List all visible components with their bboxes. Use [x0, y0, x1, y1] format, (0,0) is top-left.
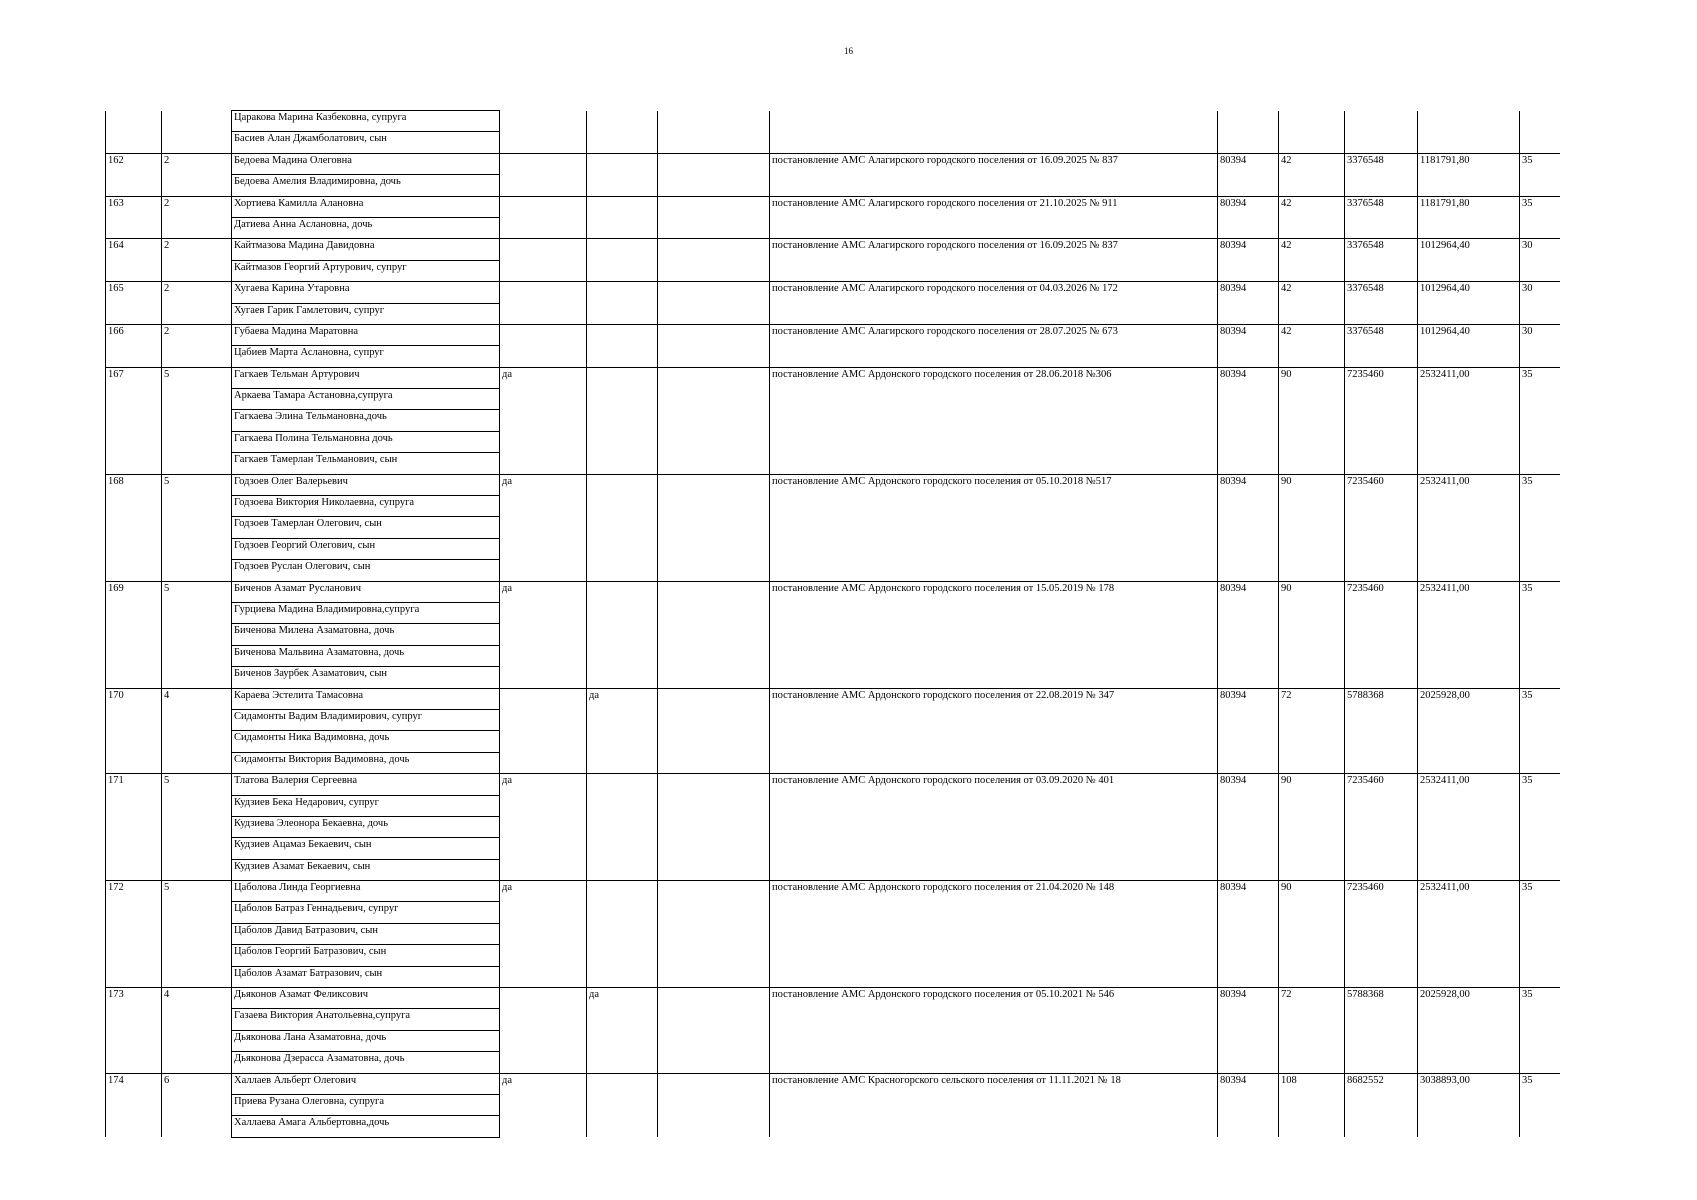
family-member: Годзоев Георгий Олегович, сын — [232, 538, 500, 559]
family-member: Биченова Милена Азаматовна, дочь — [232, 624, 500, 645]
record-number: 165 — [106, 282, 162, 325]
decision-document: постановление АМС Ардонского городского поселения от 21.04.2020 № 148 — [770, 881, 1218, 988]
decision-document: постановление АМС Алагирского городского поселения от 28.07.2025 № 673 — [770, 324, 1218, 367]
area — [1279, 111, 1345, 154]
flag-column-a — [500, 111, 587, 154]
empty-column — [658, 988, 770, 1074]
flag-column-a — [500, 153, 587, 196]
family-member: Хугаева Карина Утаровна — [232, 282, 500, 303]
family-member: Годзоева Виктория Николаевна, супруга — [232, 496, 500, 517]
table-row — [106, 988, 1560, 1009]
price-per-sqm: 80394 — [1218, 196, 1279, 239]
empty-column — [658, 474, 770, 581]
percent: 35 — [1520, 988, 1560, 1074]
empty-column — [658, 282, 770, 325]
flag-column-a: да — [500, 1073, 587, 1137]
family-member: Цабиев Марта Аслановна, супруг — [232, 346, 500, 367]
table-row — [106, 774, 1560, 795]
family-member: Губаева Мадина Маратовна — [232, 324, 500, 345]
record-number: 168 — [106, 474, 162, 581]
area: 42 — [1279, 324, 1345, 367]
table-row — [106, 688, 1560, 709]
family-member: Гурциева Мадина Владимировна,супруга — [232, 602, 500, 623]
area: 108 — [1279, 1073, 1345, 1137]
flag-column-b — [587, 239, 658, 282]
percent: 35 — [1520, 881, 1560, 988]
decision-document: постановление АМС Красногорского сельского поселения от 11.11.2021 № 18 — [770, 1073, 1218, 1137]
area: 90 — [1279, 774, 1345, 881]
area: 90 — [1279, 881, 1345, 988]
empty-column — [658, 196, 770, 239]
area: 72 — [1279, 988, 1345, 1074]
page-number: 16 — [844, 46, 853, 56]
payment-amount: 2532411,00 — [1418, 774, 1520, 881]
family-member: Кудзиева Элеонора Бекаевна, дочь — [232, 816, 500, 837]
empty-column — [658, 111, 770, 154]
flag-column-b — [587, 881, 658, 988]
family-member: Гагкаева Элина Тельмановна,дочь — [232, 410, 500, 431]
total-cost: 7235460 — [1345, 774, 1418, 881]
family-member: Газаева Виктория Анатольевна,супруга — [232, 1009, 500, 1030]
table-row — [106, 153, 1560, 174]
percent: 35 — [1520, 581, 1560, 688]
percent: 35 — [1520, 153, 1560, 196]
price-per-sqm: 80394 — [1218, 881, 1279, 988]
percent: 30 — [1520, 324, 1560, 367]
flag-column-a — [500, 688, 587, 774]
flag-column-b — [587, 1073, 658, 1137]
flag-column-a — [500, 239, 587, 282]
family-member: Кудзиев Бека Недарович, супруг — [232, 795, 500, 816]
decision-document: постановление АМС Алагирского городского поселения от 16.09.2025 № 837 — [770, 153, 1218, 196]
total-cost: 3376548 — [1345, 282, 1418, 325]
family-member: Бедоева Мадина Олеговна — [232, 153, 500, 174]
family-member: Сидамонты Вадим Владимирович, супруг — [232, 709, 500, 730]
total-cost: 3376548 — [1345, 324, 1418, 367]
flag-column-b — [587, 196, 658, 239]
table-row — [106, 111, 1560, 132]
family-member: Басиев Алан Джамболатович, сын — [232, 132, 500, 153]
flag-column-a — [500, 196, 587, 239]
family-member: Сидамонты Ника Вадимовна, дочь — [232, 731, 500, 752]
table-row — [106, 881, 1560, 902]
decision-document: постановление АМС Ардонского городского поселения от 15.05.2019 № 178 — [770, 581, 1218, 688]
record-number: 162 — [106, 153, 162, 196]
table-row — [106, 324, 1560, 345]
price-per-sqm: 80394 — [1218, 282, 1279, 325]
family-member: Приева Рузана Олеговна, супруга — [232, 1094, 500, 1115]
empty-column — [658, 239, 770, 282]
family-size: 5 — [162, 581, 232, 688]
price-per-sqm — [1218, 111, 1279, 154]
record-number: 164 — [106, 239, 162, 282]
registry-body — [106, 111, 1560, 1138]
decision-document — [770, 111, 1218, 154]
payment-amount: 2532411,00 — [1418, 581, 1520, 688]
flag-column-a — [500, 324, 587, 367]
total-cost: 8682552 — [1345, 1073, 1418, 1137]
record-number — [106, 111, 162, 154]
family-member: Датиева Анна Аслановна, дочь — [232, 217, 500, 238]
percent: 35 — [1520, 474, 1560, 581]
family-member: Бедоева Амелия Владимировна, дочь — [232, 175, 500, 196]
family-size — [162, 111, 232, 154]
family-member: Кайтмазов Георгий Артурович, супруг — [232, 260, 500, 281]
total-cost: 5788368 — [1345, 988, 1418, 1074]
family-member: Гагкаева Полина Тельмановна дочь — [232, 431, 500, 452]
flag-column-b — [587, 474, 658, 581]
family-size: 5 — [162, 367, 232, 474]
family-member: Цаболов Георгий Батразович, сын — [232, 945, 500, 966]
total-cost — [1345, 111, 1418, 154]
family-size: 5 — [162, 774, 232, 881]
family-size: 2 — [162, 196, 232, 239]
family-member: Биченов Заурбек Азаматович, сын — [232, 667, 500, 688]
percent: 30 — [1520, 282, 1560, 325]
family-size: 2 — [162, 282, 232, 325]
record-number: 173 — [106, 988, 162, 1074]
record-number: 167 — [106, 367, 162, 474]
decision-document: постановление АМС Алагирского городского поселения от 04.03.2026 № 172 — [770, 282, 1218, 325]
decision-document: постановление АМС Ардонского городского поселения от 05.10.2021 № 546 — [770, 988, 1218, 1074]
price-per-sqm: 80394 — [1218, 324, 1279, 367]
family-member: Халлаев Альберт Олегович — [232, 1073, 500, 1094]
percent: 35 — [1520, 367, 1560, 474]
record-number: 169 — [106, 581, 162, 688]
area: 42 — [1279, 153, 1345, 196]
empty-column — [658, 688, 770, 774]
decision-document: постановление АМС Алагирского городского поселения от 21.10.2025 № 911 — [770, 196, 1218, 239]
family-size: 4 — [162, 988, 232, 1074]
total-cost: 3376548 — [1345, 196, 1418, 239]
price-per-sqm: 80394 — [1218, 367, 1279, 474]
family-member: Халлаева Амага Альбертовна,дочь — [232, 1116, 500, 1137]
family-member: Цаболов Батраз Геннадьевич, супруг — [232, 902, 500, 923]
family-member: Годзоев Олег Валерьевич — [232, 474, 500, 495]
family-size: 5 — [162, 881, 232, 988]
area: 42 — [1279, 239, 1345, 282]
flag-column-b — [587, 367, 658, 474]
empty-column — [658, 367, 770, 474]
table-row — [106, 282, 1560, 303]
flag-column-a: да — [500, 881, 587, 988]
payment-amount: 1012964,40 — [1418, 324, 1520, 367]
family-member: Цаболов Азамат Батразович, сын — [232, 966, 500, 987]
record-number: 163 — [106, 196, 162, 239]
decision-document: постановление АМС Ардонского городского поселения от 22.08.2019 № 347 — [770, 688, 1218, 774]
registry-table — [105, 110, 1560, 1138]
family-member: Биченов Азамат Русланович — [232, 581, 500, 602]
percent: 35 — [1520, 688, 1560, 774]
flag-column-b — [587, 774, 658, 881]
family-member: Тлатова Валерия Сергеевна — [232, 774, 500, 795]
decision-document: постановление АМС Ардонского городского поселения от 05.10.2018 №517 — [770, 474, 1218, 581]
price-per-sqm: 80394 — [1218, 474, 1279, 581]
percent: 35 — [1520, 196, 1560, 239]
empty-column — [658, 324, 770, 367]
payment-amount: 2532411,00 — [1418, 474, 1520, 581]
family-member: Дьяконова Лана Азаматовна, дочь — [232, 1030, 500, 1051]
family-size: 4 — [162, 688, 232, 774]
family-member: Биченова Мальвина Азаматовна, дочь — [232, 645, 500, 666]
flag-column-b: да — [587, 988, 658, 1074]
decision-document: постановление АМС Ардонского городского поселения от 28.06.2018 №306 — [770, 367, 1218, 474]
payment-amount: 1181791,80 — [1418, 196, 1520, 239]
decision-document: постановление АМС Алагирского городского поселения от 16.09.2025 № 837 — [770, 239, 1218, 282]
payment-amount: 1181791,80 — [1418, 153, 1520, 196]
empty-column — [658, 774, 770, 881]
flag-column-a: да — [500, 474, 587, 581]
price-per-sqm: 80394 — [1218, 581, 1279, 688]
area: 42 — [1279, 196, 1345, 239]
flag-column-b — [587, 111, 658, 154]
family-size: 5 — [162, 474, 232, 581]
percent: 35 — [1520, 1073, 1560, 1137]
family-size: 2 — [162, 239, 232, 282]
flag-column-b — [587, 581, 658, 688]
flag-column-b — [587, 282, 658, 325]
total-cost: 7235460 — [1345, 581, 1418, 688]
flag-column-b — [587, 324, 658, 367]
flag-column-b — [587, 153, 658, 196]
empty-column — [658, 581, 770, 688]
table-row — [106, 581, 1560, 602]
table-row — [106, 367, 1560, 388]
area: 42 — [1279, 282, 1345, 325]
empty-column — [658, 881, 770, 988]
payment-amount: 1012964,40 — [1418, 239, 1520, 282]
flag-column-a: да — [500, 774, 587, 881]
family-member: Цаболова Линда Георгиевна — [232, 881, 500, 902]
flag-column-a: да — [500, 581, 587, 688]
total-cost: 7235460 — [1345, 367, 1418, 474]
flag-column-a — [500, 282, 587, 325]
payment-amount — [1418, 111, 1520, 154]
family-member: Хортиева Камилла Алановна — [232, 196, 500, 217]
percent — [1520, 111, 1560, 154]
payment-amount: 2532411,00 — [1418, 367, 1520, 474]
table-row — [106, 1073, 1560, 1094]
record-number: 171 — [106, 774, 162, 881]
table-row — [106, 474, 1560, 495]
percent: 30 — [1520, 239, 1560, 282]
table-row — [106, 196, 1560, 217]
table-row — [106, 239, 1560, 260]
total-cost: 7235460 — [1345, 881, 1418, 988]
area: 90 — [1279, 367, 1345, 474]
family-member: Гагкаев Тамерлан Тельманович, сын — [232, 453, 500, 474]
payment-amount: 1012964,40 — [1418, 282, 1520, 325]
record-number: 170 — [106, 688, 162, 774]
total-cost: 3376548 — [1345, 239, 1418, 282]
family-member: Хугаев Гарик Гамлетович, супруг — [232, 303, 500, 324]
family-member: Дьяконов Азамат Феликсович — [232, 988, 500, 1009]
family-member: Годзоев Тамерлан Олегович, сын — [232, 517, 500, 538]
total-cost: 7235460 — [1345, 474, 1418, 581]
family-member: Царакова Марина Казбековна, супруга — [232, 111, 500, 132]
record-number: 166 — [106, 324, 162, 367]
area: 90 — [1279, 581, 1345, 688]
flag-column-a — [500, 988, 587, 1074]
family-member: Сидамонты Виктория Вадимовна, дочь — [232, 752, 500, 773]
decision-document: постановление АМС Ардонского городского поселения от 03.09.2020 № 401 — [770, 774, 1218, 881]
price-per-sqm: 80394 — [1218, 1073, 1279, 1137]
family-member: Аркаева Тамара Астановна,супруга — [232, 389, 500, 410]
total-cost: 5788368 — [1345, 688, 1418, 774]
family-size: 2 — [162, 324, 232, 367]
payment-amount: 2025928,00 — [1418, 988, 1520, 1074]
price-per-sqm: 80394 — [1218, 153, 1279, 196]
payment-amount: 2532411,00 — [1418, 881, 1520, 988]
price-per-sqm: 80394 — [1218, 239, 1279, 282]
area: 90 — [1279, 474, 1345, 581]
price-per-sqm: 80394 — [1218, 774, 1279, 881]
flag-column-b: да — [587, 688, 658, 774]
area: 72 — [1279, 688, 1345, 774]
price-per-sqm: 80394 — [1218, 688, 1279, 774]
family-member: Кайтмазова Мадина Давидовна — [232, 239, 500, 260]
percent: 35 — [1520, 774, 1560, 881]
family-member: Гагкаев Тельман Артурович — [232, 367, 500, 388]
family-size: 2 — [162, 153, 232, 196]
payment-amount: 2025928,00 — [1418, 688, 1520, 774]
price-per-sqm: 80394 — [1218, 988, 1279, 1074]
payment-amount: 3038893,00 — [1418, 1073, 1520, 1137]
family-member: Годзоев Руслан Олегович, сын — [232, 560, 500, 581]
empty-column — [658, 153, 770, 196]
total-cost: 3376548 — [1345, 153, 1418, 196]
empty-column — [658, 1073, 770, 1137]
family-member: Караева Эстелита Тамасовна — [232, 688, 500, 709]
flag-column-a: да — [500, 367, 587, 474]
family-member: Кудзиев Азамат Бекаевич, сын — [232, 859, 500, 880]
record-number: 174 — [106, 1073, 162, 1137]
family-member: Дьяконова Дзерасса Азаматовна, дочь — [232, 1052, 500, 1073]
family-member: Кудзиев Ацамаз Бекаевич, сын — [232, 838, 500, 859]
family-size: 6 — [162, 1073, 232, 1137]
family-member: Цаболов Давид Батразович, сын — [232, 923, 500, 944]
record-number: 172 — [106, 881, 162, 988]
